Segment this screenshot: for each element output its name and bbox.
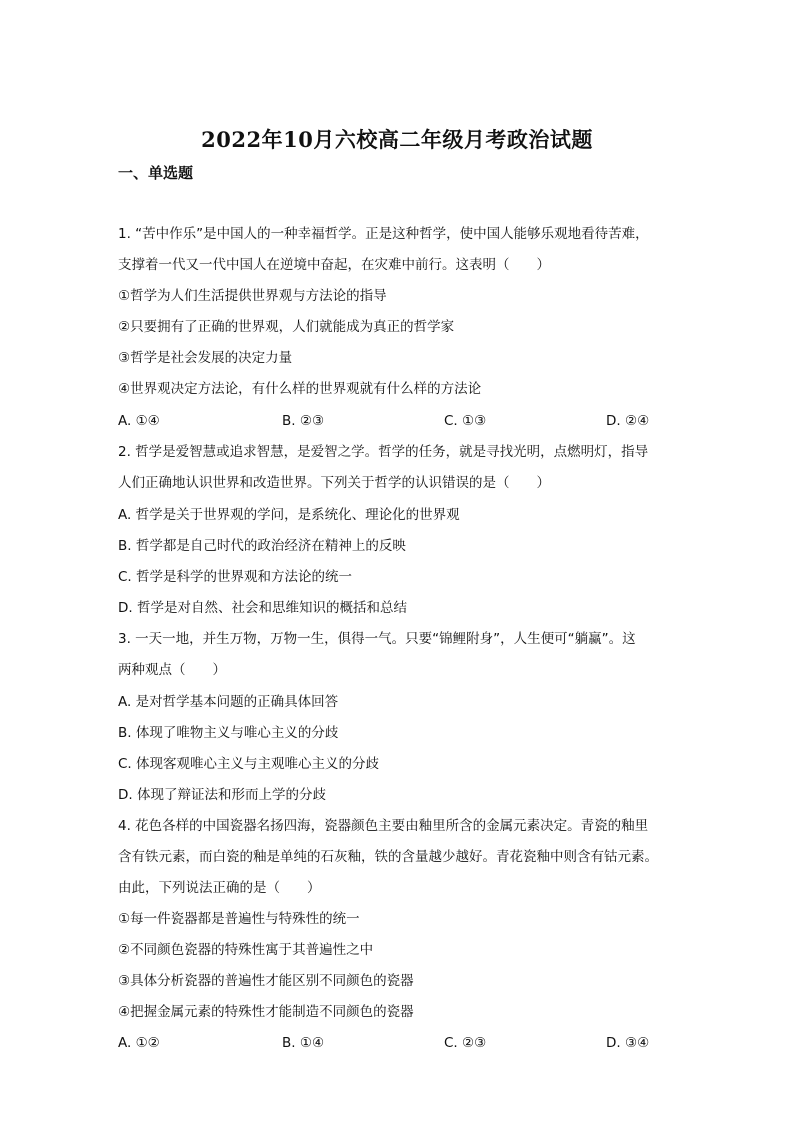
q2-stem-line-1: 2. 哲学是爱智慧或追求智慧，是爱智之学。哲学的任务，就是寻找光明，点燃明灯，指导 [118, 444, 649, 460]
q3-option-a[interactable]: A. 是对哲学基本问题的正确具体回答 [118, 694, 339, 710]
q1-stem-line-2: 支撑着一代又一代中国人在逆境中奋起，在灾难中前行。这表明（ ） [118, 257, 550, 273]
q4-stem-line-1: 4. 花色各样的中国瓷器名扬四海，瓷器颜色主要由釉里所含的金属元素决定。青瓷的釉里 [118, 818, 649, 834]
q2-option-d[interactable]: D. 哲学是对自然、社会和思维知识的概括和总结 [118, 600, 407, 616]
q1-stem-line-1: 1. “苦中作乐”是中国人的一种幸福哲学。正是这种哲学，使中国人能够乐观地看待苦难， [118, 226, 649, 242]
q3-stem-line-2: 两种观点（ ） [118, 662, 226, 678]
q4-item-2: ②不同颜色瓷器的特殊性寓于其普遍性之中 [118, 942, 374, 958]
q3-option-d[interactable]: D. 体现了辩证法和形而上学的分歧 [118, 787, 326, 803]
q3-option-c[interactable]: C. 体现客观唯心主义与主观唯心主义的分歧 [118, 756, 380, 772]
q1-item-2: ②只要拥有了正确的世界观，人们就能成为真正的哲学家 [118, 319, 455, 335]
q4-item-1: ①每一件瓷器都是普遍性与特殊性的统一 [118, 911, 360, 927]
q2-option-b[interactable]: B. 哲学都是自己时代的政治经济在精神上的反映 [118, 538, 406, 554]
q3-option-b[interactable]: B. 体现了唯物主义与唯心主义的分歧 [118, 725, 339, 741]
q2-option-c[interactable]: C. 哲学是科学的世界观和方法论的统一 [118, 569, 353, 585]
q1-option-a[interactable]: A. ①④ [118, 413, 160, 429]
q4-option-c[interactable]: C. ②③ [444, 1035, 487, 1051]
q4-option-a[interactable]: A. ①② [118, 1035, 160, 1051]
q1-option-d[interactable]: D. ②④ [606, 413, 650, 429]
q4-item-3: ③具体分析瓷器的普遍性才能区别不同颜色的瓷器 [118, 973, 414, 989]
q4-option-b[interactable]: B. ①④ [282, 1035, 325, 1051]
q2-option-a[interactable]: A. 哲学是关于世界观的学问，是系统化、理论化的世界观 [118, 507, 460, 523]
q1-item-4: ④世界观决定方法论，有什么样的世界观就有什么样的方法论 [118, 381, 482, 397]
q1-item-1: ①哲学为人们生活提供世界观与方法论的指导 [118, 288, 387, 304]
q1-option-c[interactable]: C. ①③ [444, 413, 487, 429]
section-heading: 一、单选题 [118, 164, 194, 182]
q4-item-4: ④把握金属元素的特殊性才能制造不同颜色的瓷器 [118, 1004, 414, 1020]
q1-option-b[interactable]: B. ②③ [282, 413, 325, 429]
q4-option-d[interactable]: D. ③④ [606, 1035, 650, 1051]
q4-stem-line-2: 含有铁元素，而白瓷的釉是单纯的石灰釉，铁的含量越少越好。青花瓷釉中则含有钴元素。 [118, 849, 658, 865]
page-title: 2022年10月六校高二年级月考政治试题 [201, 127, 593, 152]
q2-stem-line-2: 人们正确地认识世界和改造世界。下列关于哲学的认识错误的是（ ） [118, 475, 550, 491]
q3-stem-line-1: 3. 一天一地，并生万物，万物一生，俱得一气。只要“锦鲤附身”，人生便可“躺赢”。这 [118, 631, 636, 647]
q4-stem-line-3: 由此，下列说法正确的是（ ） [118, 880, 321, 896]
q1-item-3: ③哲学是社会发展的决定力量 [118, 350, 293, 366]
